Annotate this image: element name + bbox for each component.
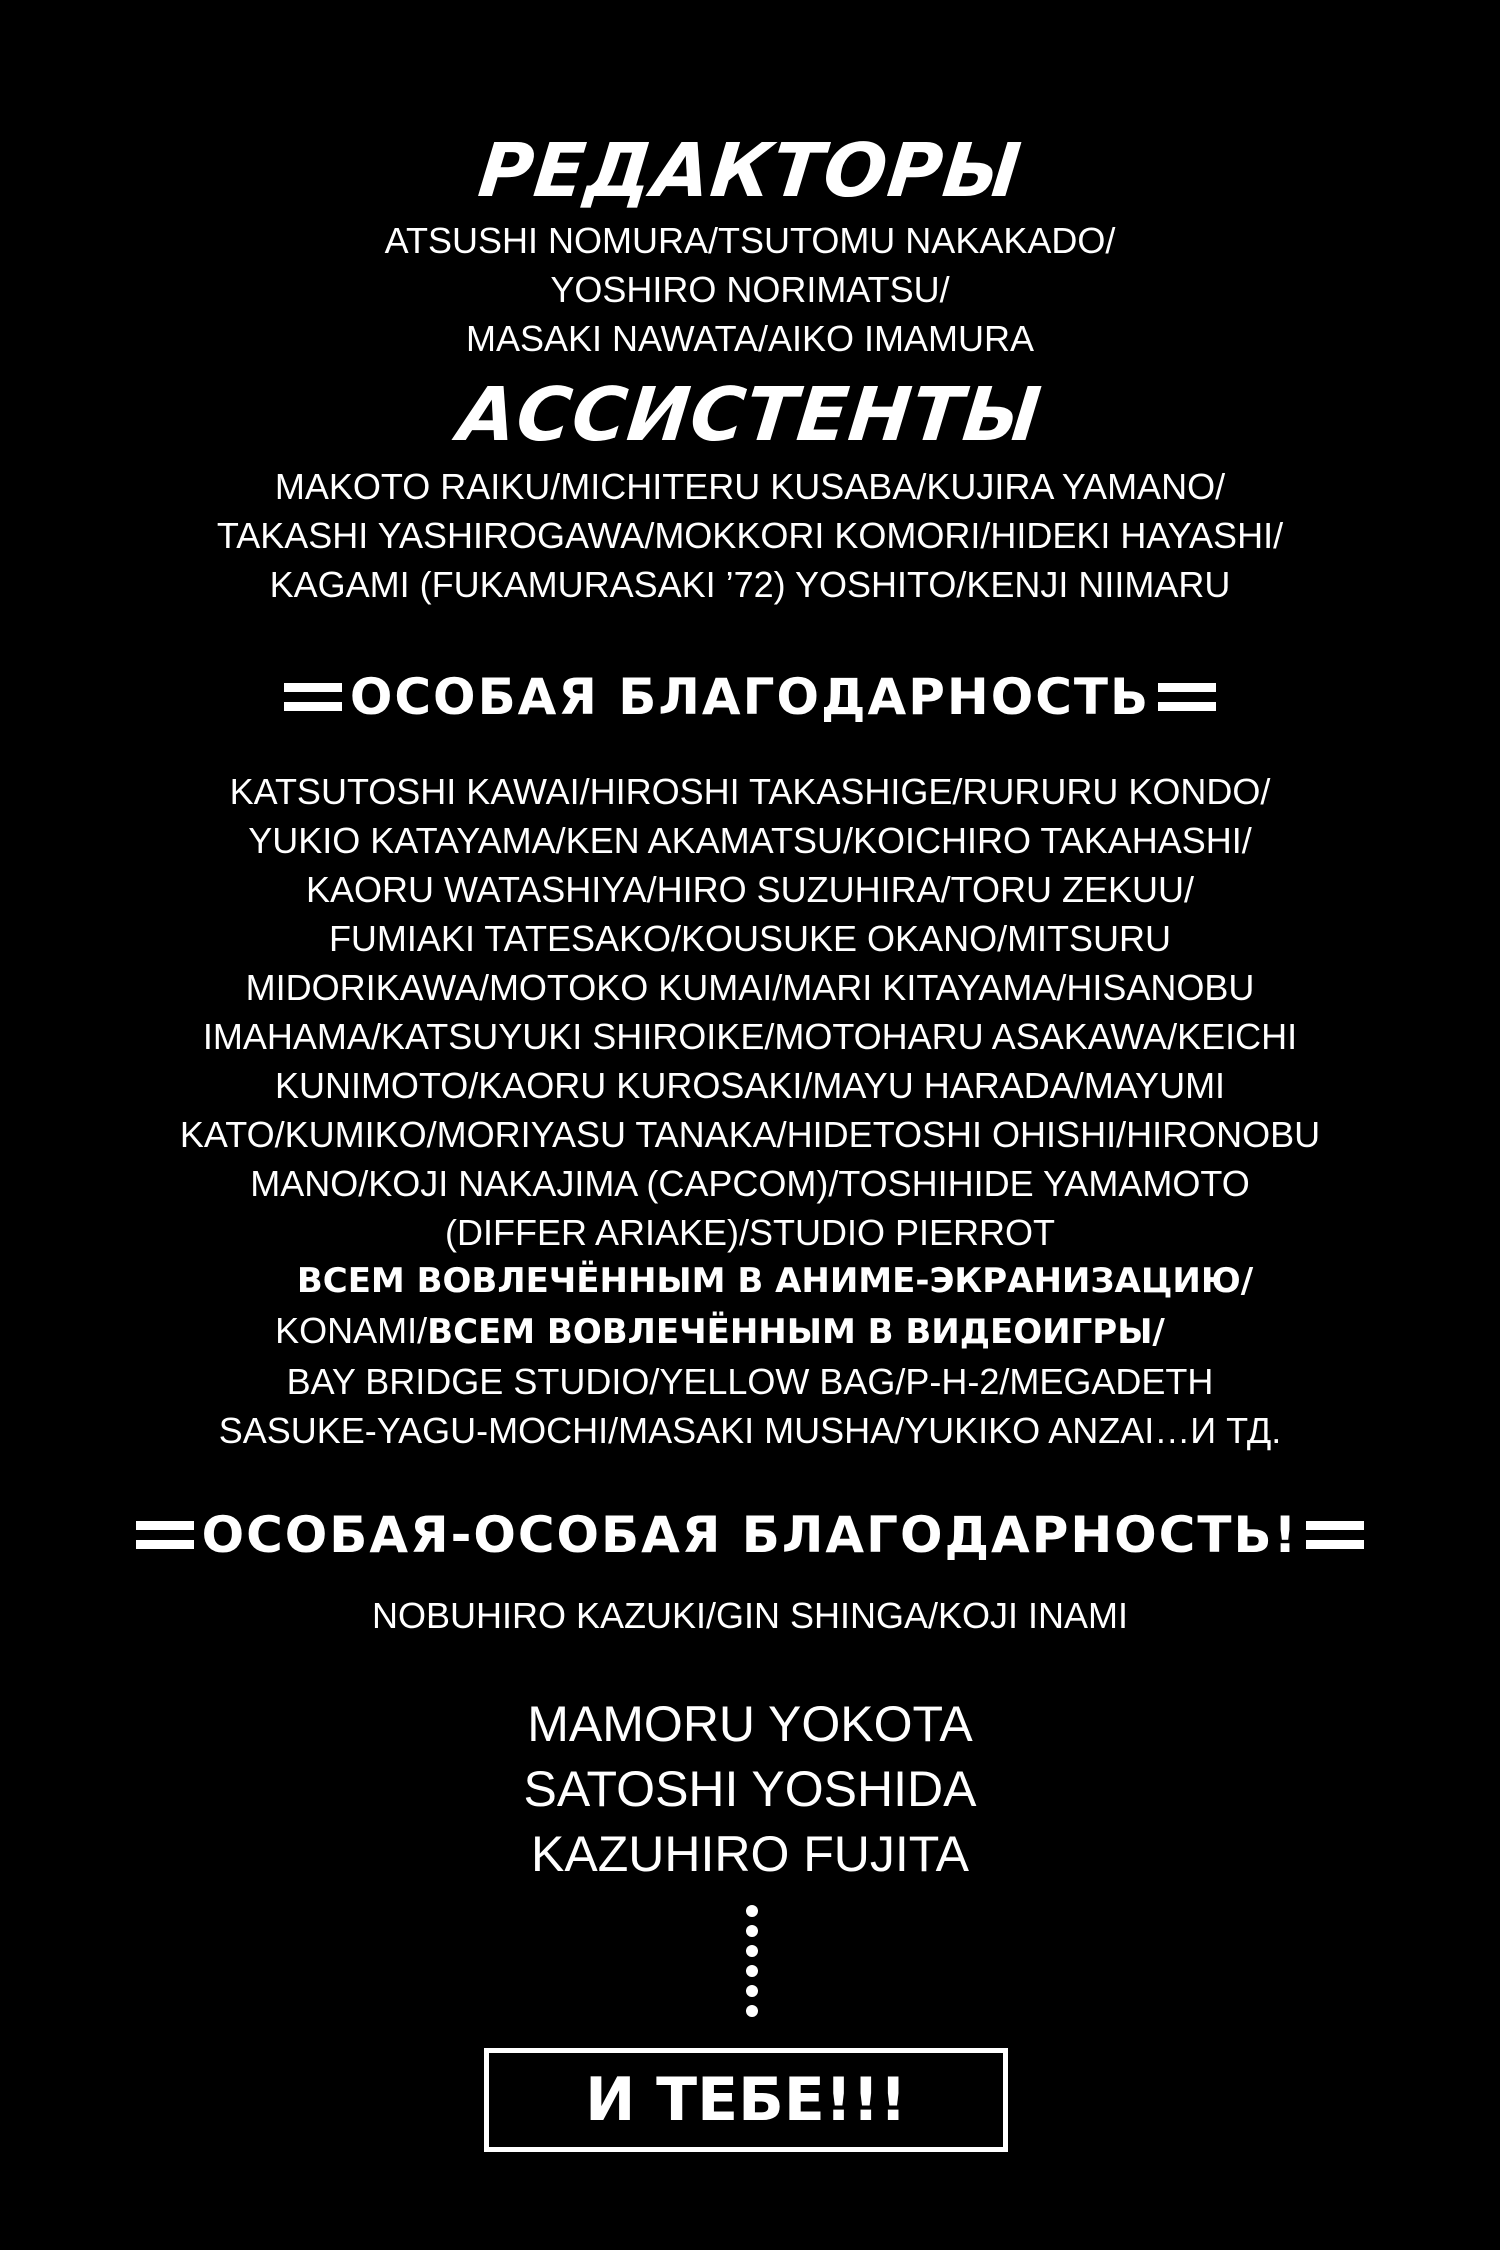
dot [746, 2005, 758, 2017]
assistants-line: TAKASHI YASHIROGAWA/MOKKORI KOMORI/HIDEKI HAYASHI/ [216, 515, 1284, 556]
editors-heading: РЕДАКТОРЫ [474, 128, 1026, 214]
editors-list [0, 216, 1500, 363]
thanks-line: FUMIAKI TATESAKO/KOUSUKE OKANO/MITSURU [328, 918, 1172, 959]
special-thanks-title: ОСОБАЯ БЛАГОДАРНОСТЬ [349, 668, 1151, 726]
anime-thanks-line: ВСЕМ ВОВЛЕЧЁННЫМ В АНИМЕ-ЭКРАНИЗАЦИЮ/ [296, 1261, 1254, 1301]
dot [746, 1985, 758, 1997]
double-bar-icon [1158, 682, 1216, 712]
thanks-line: YUKIO KATAYAMA/KEN AKAMATSU/KOICHIRO TAKAHASHI/ [248, 820, 1252, 861]
thanks-line: KATO/KUMIKO/MORIYASU TANAKA/HIDETOSHI OHISHI/HIRONOBU [179, 1114, 1321, 1155]
games-thanks-text: ВСЕМ ВОВЛЕЧЁННЫМ В ВИДЕОИГРЫ/ [427, 1312, 1165, 1352]
thanks-line: MANO/KOJI NAKAJIMA (CAPCOM)/TOSHIHIDE YAMAMOTO [250, 1163, 1250, 1204]
dot [746, 1965, 758, 1977]
special-special-thanks-heading [0, 1506, 1500, 1564]
staff-name: KAZUHIRO FUJITA [531, 1826, 969, 1882]
editors-line: MASAKI NAWATA/AIKO IMAMURA [465, 318, 1035, 359]
double-bar-icon [1306, 1520, 1364, 1550]
thanks-line: BAY BRIDGE STUDIO/YELLOW BAG/P-H-2/MEGADETH [286, 1361, 1214, 1402]
thanks-line: SASUKE-YAGU-MOCHI/MASAKI MUSHA/YUKIKO ANZAI…И ТД. [218, 1410, 1282, 1451]
editors-line: ATSUSHI NOMURA/TSUTOMU NAKAKADO/ [384, 220, 1116, 261]
assistants-line: KAGAMI (FUKAMURASAKI ’72) YOSHITO/KENJI NIIMARU [269, 564, 1231, 605]
assistants-list [0, 462, 1500, 609]
staff-name: MAMORU YOKOTA [527, 1696, 973, 1752]
dot [746, 1905, 758, 1917]
editors-line: YOSHIRO NORIMATSU/ [550, 269, 950, 310]
dot [746, 1945, 758, 1957]
special-thanks-heading [0, 668, 1500, 726]
double-bar-icon [284, 682, 342, 712]
closing-box [484, 2048, 1008, 2152]
assistants-heading: АССИСТЕНТЫ [454, 372, 1046, 458]
staff-name: SATOSHI YOSHIDA [523, 1761, 977, 1817]
thanks-line: KUNIMOTO/KAORU KUROSAKI/MAYU HARADA/MAYUMI [274, 1065, 1226, 1106]
special-special-thanks-title: ОСОБАЯ-ОСОБАЯ БЛАГОДАРНОСТЬ! [201, 1506, 1299, 1564]
konami-label: KONAMI/ [275, 1310, 428, 1351]
double-bar-icon [136, 1520, 194, 1550]
games-thanks-line [0, 1306, 1500, 1357]
thanks-line: IMAHAMA/KATSUYUKI SHIROIKE/MOTOHARU ASAKAWA/KEICHI [202, 1016, 1298, 1057]
thanks-line: (DIFFER ARIAKE)/STUDIO PIERROT [444, 1212, 1056, 1253]
assistants-line: MAKOTO RAIKU/MICHITERU KUSABA/KUJIRA YAMANO/ [274, 466, 1226, 507]
special-special-thanks-line: NOBUHIRO KAZUKI/GIN SHINGA/KOJI INAMI [371, 1595, 1129, 1636]
thanks-line: MIDORIKAWA/MOTOKO KUMAI/MARI KITAYAMA/HISANOBU [245, 967, 1255, 1008]
dot [746, 1925, 758, 1937]
closing-text: И ТЕБЕ!!! [585, 2065, 907, 2135]
staff-list [0, 1692, 1500, 1887]
special-thanks-list [0, 767, 1500, 1455]
thanks-line: KATSUTOSHI KAWAI/HIROSHI TAKASHIGE/RURURU KONDO/ [229, 771, 1271, 812]
thanks-line: KAORU WATASHIYA/HIRO SUZUHIRA/TORU ZEKUU/ [305, 869, 1195, 910]
